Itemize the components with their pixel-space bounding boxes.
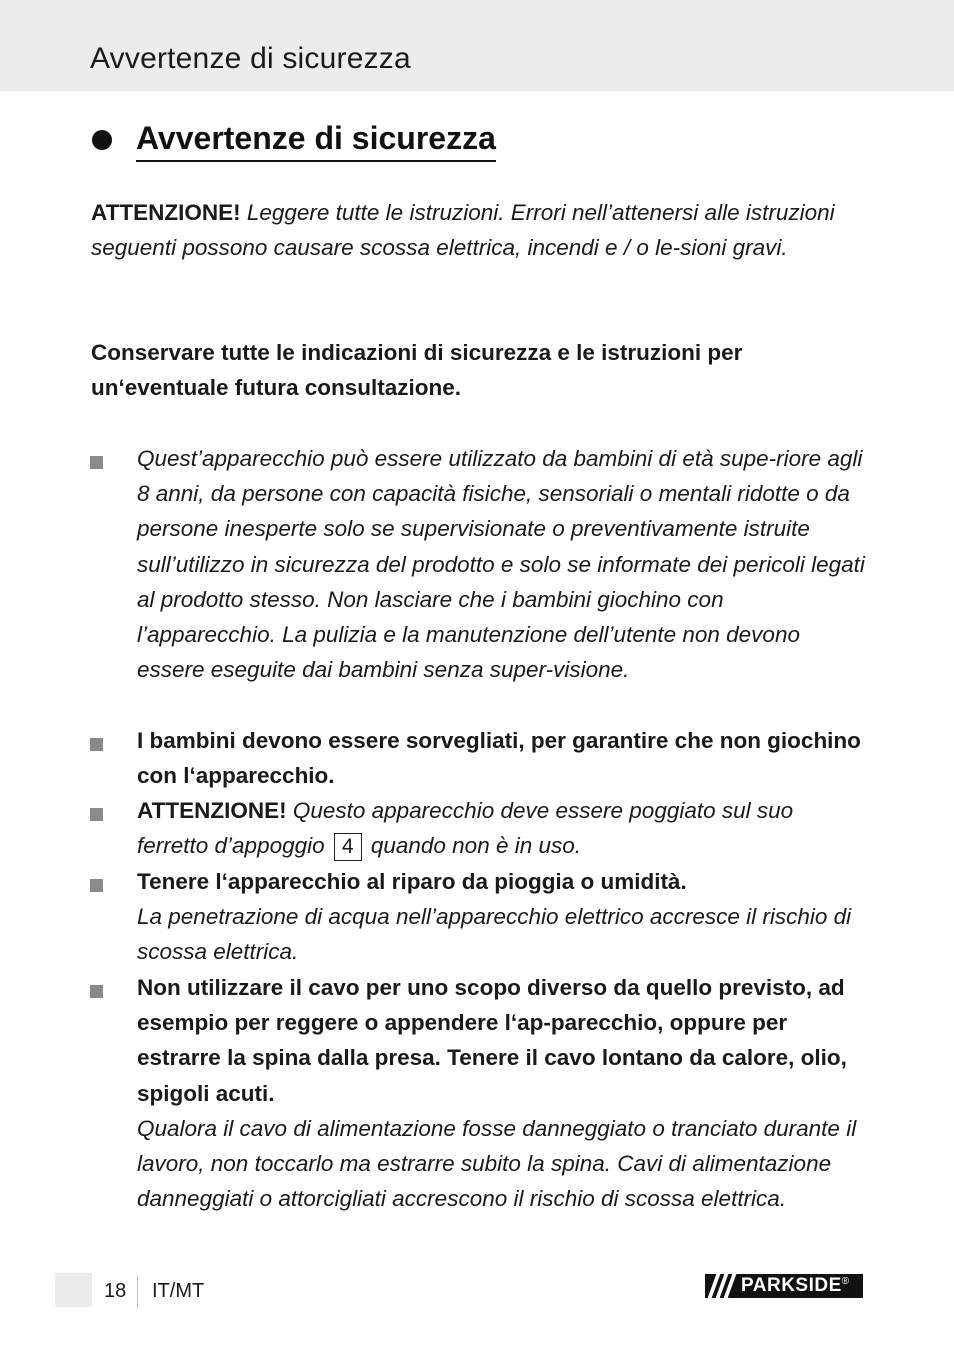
footer-marker [55,1273,92,1307]
list-item-bold: ATTENZIONE! [137,798,287,823]
brand-logo [705,1274,863,1298]
warning-label: ATTENZIONE! [91,200,241,225]
part-reference-box: 4 [334,833,362,861]
bullet-dot-icon [92,130,112,150]
list-item-text: Questo apparecchio deve essere poggiato sul suo ferretto d’appoggio [137,798,794,859]
list-bullet-icon [90,985,103,998]
language-code: IT/MT [152,1280,205,1302]
keep-instructions-notice: Conservare tutte le indicazioni di sicurezza e le istruzioni per un‘eventuale futura consultazione. [91,340,743,401]
list-item-text: Quest’apparecchio può essere utilizzato da bambini di età supe-riore agli 8 anni, da persone con capacità fisiche, sensoriali o mentali ridotte o da persone inesperte solo se supervisionate o preventivamente istruite sull’utilizzo in sicurezza del prodotto e solo se informate dei pericoli legati al prodotto stesso. Non lasciare che i bambini giochino con l’apparecchio. La pulizia e la manutenzione dell’utente non devono essere eseguite dai bambini senza super-visione. [137,446,865,683]
list-bullet-icon [90,738,103,751]
list-item [137,723,865,793]
brand-name: PARKSIDE [741,1275,842,1296]
warning-paragraph [91,195,866,265]
section-title: Avvertenze di sicurezza [136,118,496,162]
logo-stripes-icon [705,1274,739,1298]
page-header-title: Avvertenze di sicurezza [90,42,411,75]
footer-divider [137,1276,138,1308]
section-heading [92,118,496,162]
list-item-bold: I bambini devono essere sorvegliati, per garantire che non giochino con l‘apparecchio. [137,728,861,789]
list-item-bold: Tenere l‘apparecchio al riparo da pioggia o umidità. [137,869,687,894]
list-item [137,441,865,687]
list-item-bold: Non utilizzare il cavo per uno scopo diverso da quello previsto, ad esempio per reggere o appendere l‘ap-parecchio, oppure per estrarre la spina dalla presa. Tenere il cavo lontano da calore, olio, spigoli acuti. [137,975,847,1106]
list-item-text: quando non è in uso. [364,833,582,859]
list-item [137,793,865,863]
list-bullet-icon [90,456,103,469]
list-item [137,970,865,1216]
warning-text: Leggere tutte le istruzioni. Errori nell’attenersi alle istruzioni seguenti possono causare scossa elettrica, incendi e / o le-sioni gravi. [91,200,835,261]
list-item [137,864,865,970]
list-item-text: La penetrazione di acqua nell’apparecchio elettrico accresce il rischio di scossa elettrica. [137,904,852,965]
registered-mark: ® [841,1276,850,1287]
list-item-text: Qualora il cavo di alimentazione fosse danneggiato o tranciato durante il lavoro, non toccarlo ma estrarre subito la spina. Cavi di alimentazione danneggiati o attorcigliati accrescono il rischio di scossa elettrica. [137,1115,857,1212]
list-bullet-icon [90,808,103,821]
page-number: 18 [104,1280,127,1302]
list-bullet-icon [90,879,103,892]
